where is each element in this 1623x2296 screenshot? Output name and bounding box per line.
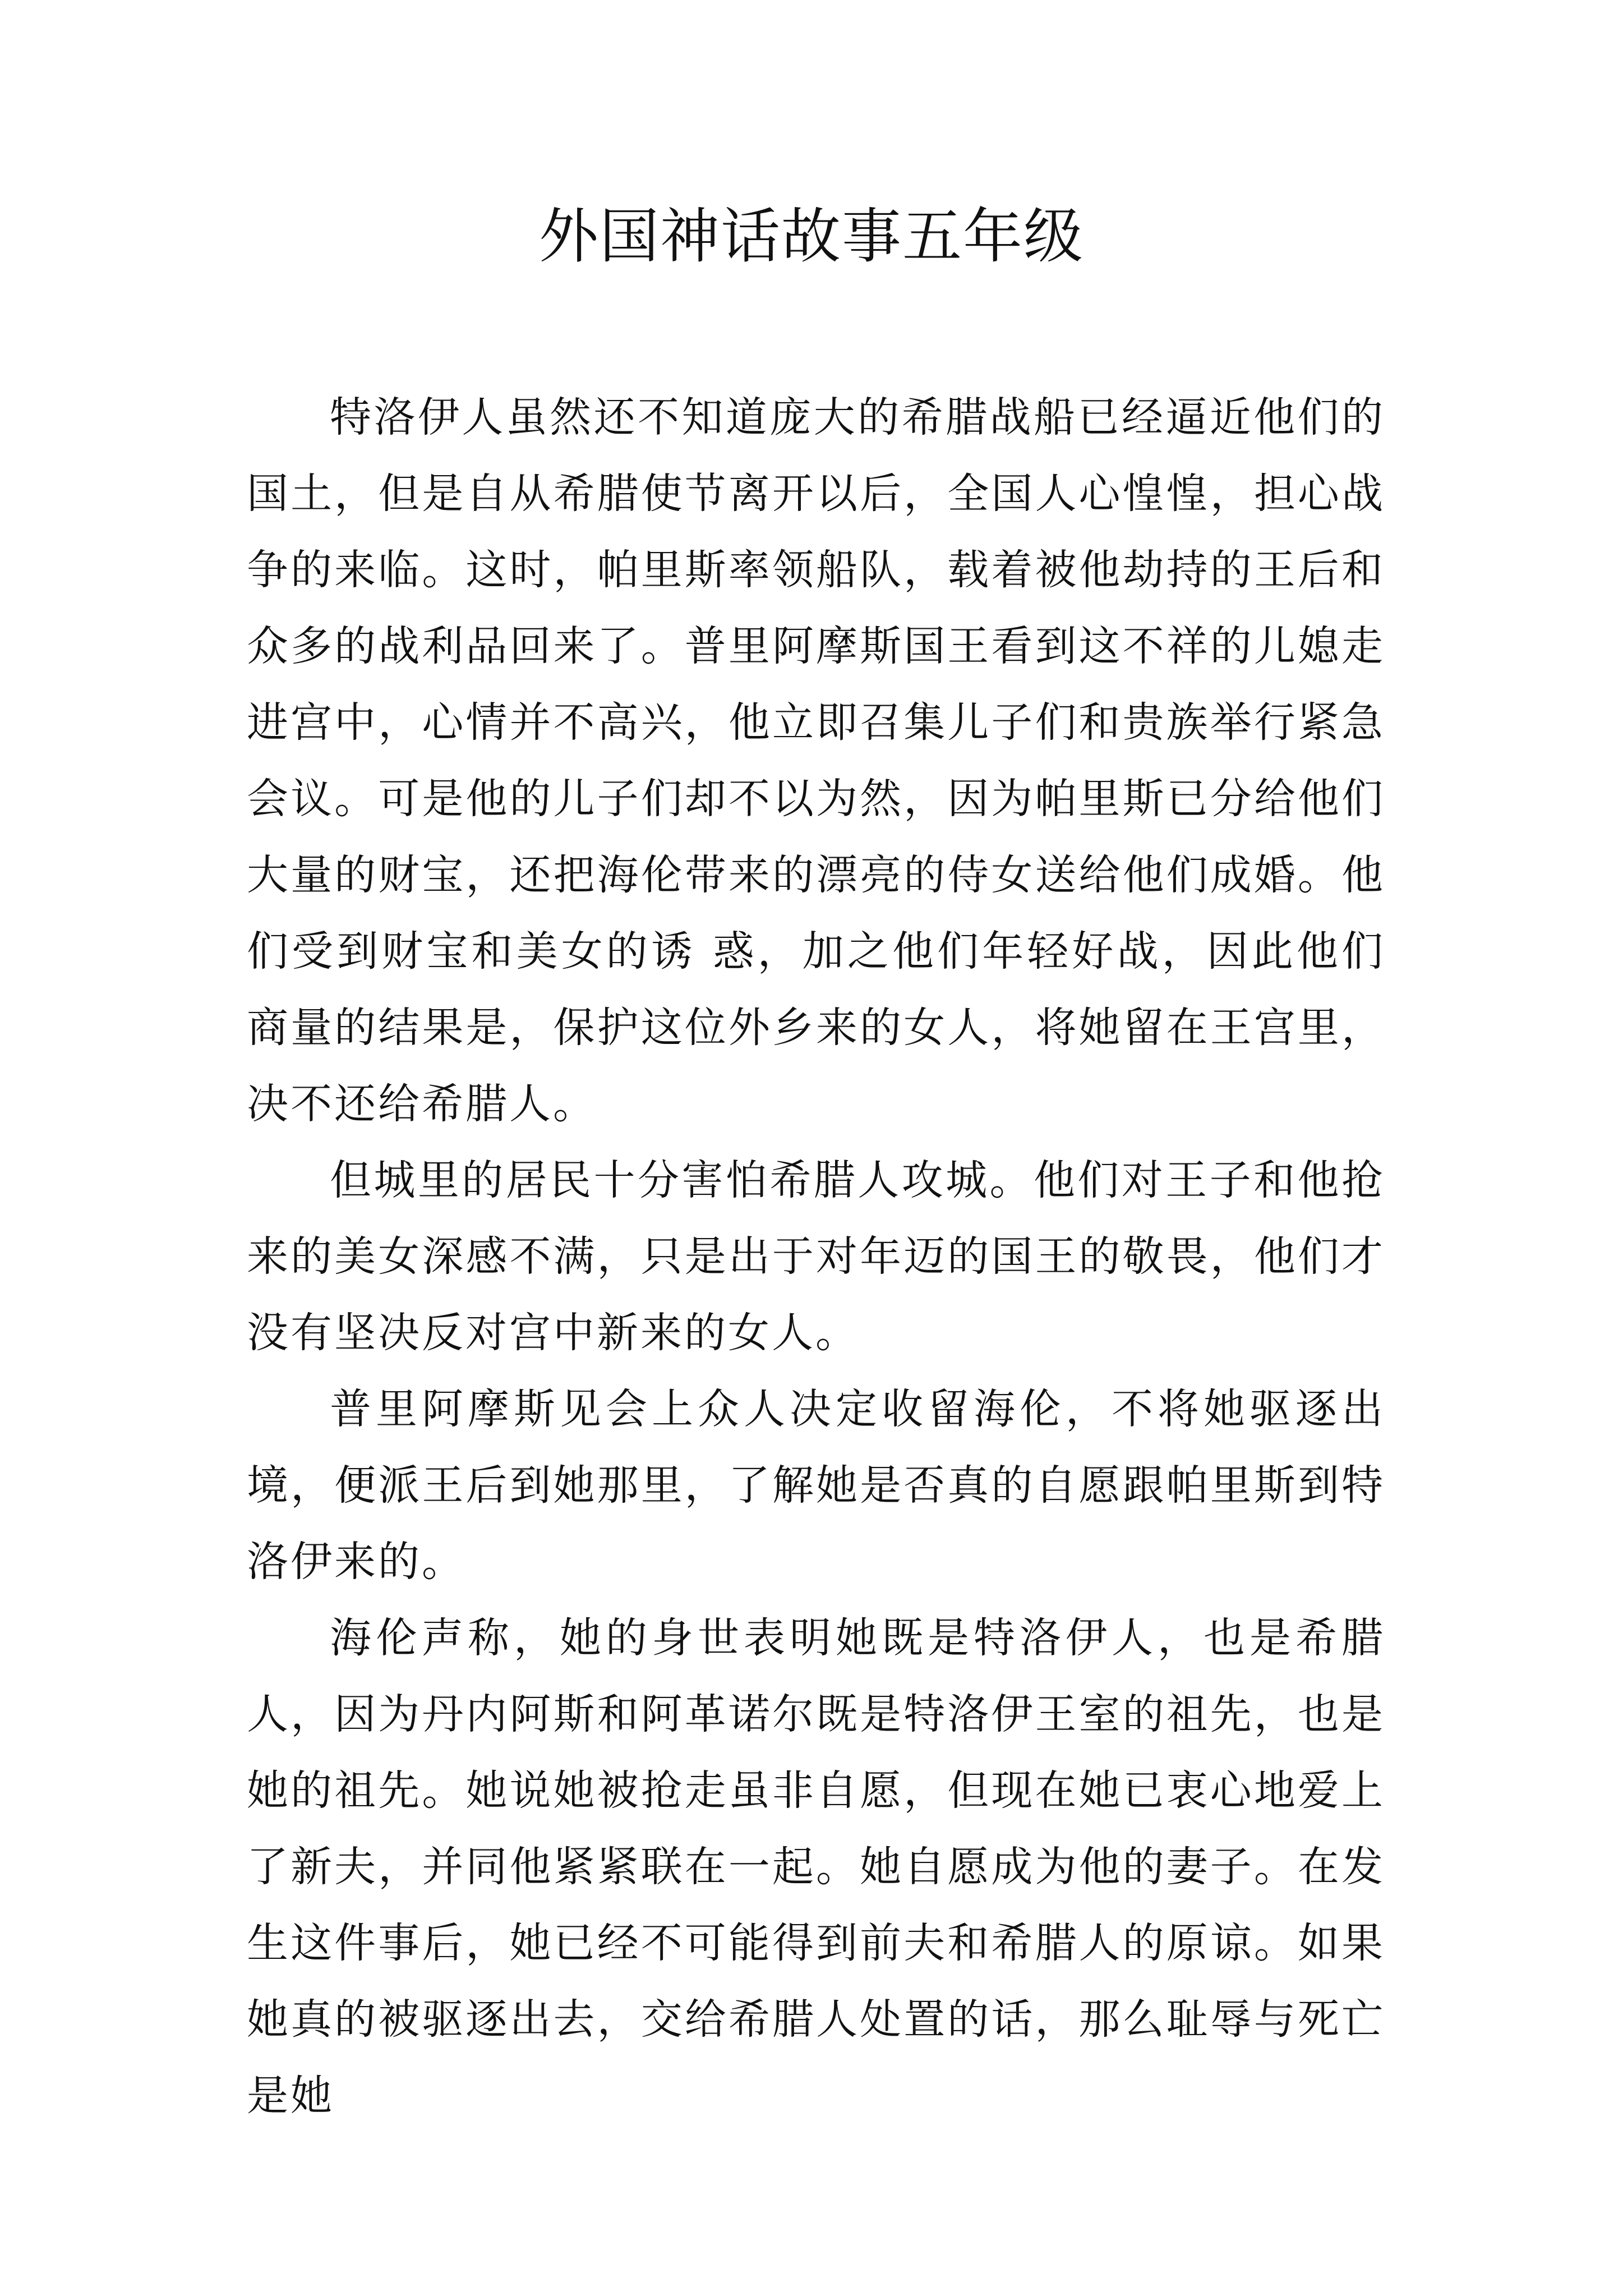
paragraph-3: 普里阿摩斯见会上众人决定收留海伦，不将她驱逐出境，便派王后到她那里，了解她是否真的自愿跟帕里斯到特洛伊来的。 [247,1385,1385,1586]
page-title: 外国神话故事五年级 [539,202,1084,271]
paragraph-2: 但城里的居民十分害怕希腊人攻城。他们对王子和他抢来的美女深感不满，只是出于对年迈的国王的敬畏，他们才没有坚决反对宫中新来的女人。 [247,1156,1385,1357]
document-body [247,379,1385,2134]
paragraph-1: 特洛伊人虽然还不知道庞大的希腊战船已经逼近他们的国土，但是自从希腊使节离开以后，全国人心惶惶，担心战争的来临。这时，帕里斯率领船队，载着被他劫持的王后和众多的战利品回来了。普里阿摩斯国王看到这不祥的儿媳走进宫中，心情并不高兴，他立即召集儿子们和贵族举行紧急会议。可是他的儿子们却不以为然，因为帕里斯已分给他们大量的财宝，还把海伦带来的漂亮的侍女送给他们成婚。他们受到财宝和美女的诱 惑，加之他们年轻好战，因此他们商量的结果是，保护这位外乡来的女人，将她留在王宫里，决不还给希腊人。 [247,393,1385,1128]
paragraph-4: 海伦声称，她的身世表明她既是特洛伊人，也是希腊人，因为丹内阿斯和阿革诺尔既是特洛伊王室的祖先，也是她的祖先。她说她被抢走虽非自愿，但现在她已衷心地爱上了新夫，并同他紧紧联在一起。她自愿成为他的妻子。在发生这件事后，她已经不可能得到前夫和希腊人的原谅。如果她真的被驱逐出去，交给希腊人处置的话，那么耻辱与死亡是她 [247,1614,1385,2120]
